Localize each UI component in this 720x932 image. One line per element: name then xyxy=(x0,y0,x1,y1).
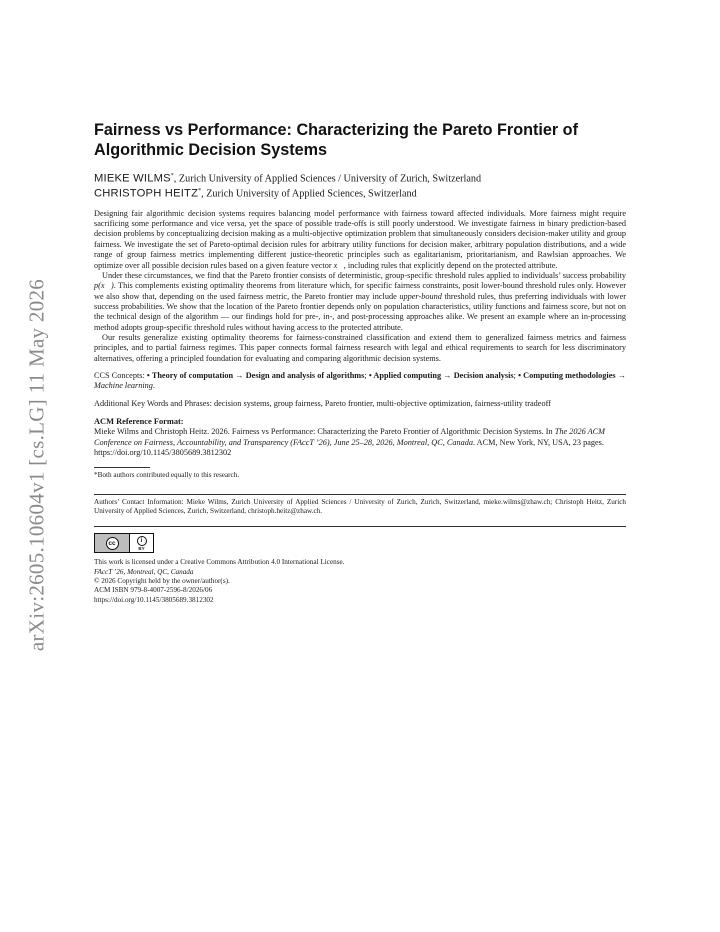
license-block xyxy=(94,558,626,604)
author-1-name: MIEKE WILMS xyxy=(94,172,171,185)
paper-title xyxy=(94,120,626,160)
title-line-1: Fairness vs Performance: Characterizing the Pareto Frontier of xyxy=(94,121,578,139)
isbn-line: ACM ISBN 979-8-4007-2596-8/2026/06 xyxy=(94,586,213,595)
author-2 xyxy=(94,185,626,200)
ccs-concept-1: • Theory of computation xyxy=(146,370,234,380)
abstract-paragraph-2 xyxy=(94,271,626,333)
abstract-paragraph-1 xyxy=(94,209,626,271)
ccs-end: . xyxy=(152,381,155,391)
abstract-p1-end: , including rules that explicitly depend on the protected attribute. xyxy=(343,260,558,270)
acm-reference-doi[interactable]: . ACM, New York, NY, USA, 23 pages. https://doi.org/10.1145/3805689.3812302 xyxy=(94,437,604,457)
acm-reference-text: Mieke Wilms and Christoph Heitz. 2026. Fairness vs Performance: Characterizing the Pareto Frontier of Algorithmic Decision Systems. In xyxy=(94,427,555,437)
ccs-sep-1: ; xyxy=(364,370,369,380)
by-label: BY xyxy=(138,545,145,551)
ccs-arrow-1: → xyxy=(233,370,246,380)
doi-link[interactable]: https://doi.org/10.1145/3805689.3812302 xyxy=(94,595,214,604)
feature-vector-symbol: x⃗ xyxy=(333,260,344,270)
ccs-concept-2: • Applied computing xyxy=(368,370,442,380)
by-section xyxy=(129,534,153,552)
author-1-mark: * xyxy=(170,173,174,179)
author-2-mark: * xyxy=(198,188,202,195)
conference-venue: FAccT ’26, Montreal, QC, Canada xyxy=(94,567,194,576)
author-1 xyxy=(94,170,626,185)
contact-rule xyxy=(94,494,626,495)
ccs-sep-2: ; xyxy=(513,370,519,380)
abstract-p1-text: Designing fair algorithmic decision systems requires balancing model performance with fairness toward affected individuals. More fairness might require sacrificing some performance and vice versa, yet the space of possible trade-offs is still poorly understood. We investigate fairness in binary prediction-based decision problems by conceptualizing decision making as a multi-objective optimization problem that simultaneously considers decision-maker utility and group fairness. We investigate the set of Pareto-optimal decision rules for arbitrary utility functions for decision maker, arbitrary population distributions, and a wide range of group fairness metrics implementing different justice-theoretic principles such as egalitarianism, prioritarianism, and Rawlsian approaches. We optimize over all possible decision rules based on a given feature vector xyxy=(94,208,626,270)
copyright-line: © 2026 Copyright held by the owner/author(s). xyxy=(94,576,230,585)
abstract-paragraph-3: Our results generalize existing optimality theorems for fairness-constrained classification and extend them to generalized fairness metrics and fairness principles, and to partial fairness regimes. This paper connects formal fairness research with legal and ethical requirements to search for less discriminatory alternatives, offering a principled foundation for evaluating and comparing algorithmic decision systems. xyxy=(94,332,626,363)
arxiv-identifier: arXiv:2605.10604v1 [cs.LG] 11 May 2026 xyxy=(24,278,49,652)
author-2-name: CHRISTOPH HEITZ xyxy=(94,187,199,200)
footnote-rule xyxy=(94,467,150,468)
acm-reference xyxy=(94,427,626,458)
cc-icon xyxy=(95,534,129,552)
person-icon: i xyxy=(137,536,147,546)
acm-reference-heading: ACM Reference Format: xyxy=(94,417,184,427)
cc-by-license-badge[interactable] xyxy=(94,533,154,553)
cc-circle-icon: cc xyxy=(106,537,119,550)
success-probability-symbol: p(x⃗) xyxy=(94,281,114,291)
contact-information: Authors’ Contact Information: Mieke Wilms, Zurich University of Applied Sciences / University of Zurich, Zurich, Switzerland, mieke.wilms@zhaw.ch; Christoph Heitz, Zurich University of Applied Sciences, Zurich, Switzerland, christoph.heitz@zhaw.ch. xyxy=(94,498,626,516)
upper-bound-emphasis: upper-bound xyxy=(399,291,442,301)
ccs-label: CCS Concepts: xyxy=(94,370,147,380)
author-1-affiliation: , Zurich University of Applied Sciences / University of Zurich, Switzerland xyxy=(173,173,482,185)
title-line-2: Algorithmic Decision Systems xyxy=(94,141,327,159)
paper-first-page xyxy=(94,120,626,605)
arxiv-sidebar xyxy=(22,250,52,680)
ccs-arrow-2: → xyxy=(441,370,454,380)
ccs-concepts xyxy=(94,371,626,392)
ccs-concept-3: • Computing methodologies xyxy=(518,370,616,380)
license-statement: This work is licensed under a Creative Commons Attribution 4.0 International License. xyxy=(94,558,345,567)
abstract-p2-end: threshold rules, thus preferring individuals with lower success probabilities. We show that the location of the Pareto frontier depends only on population characteristics, utility functions and fairness score, but not on the technical design of the algorithm — our findings hold for pre-, in-, and post-processing approaches alike. We present an example where an in-processing method adopts group-specific threshold rules without having access to the protected attribute. xyxy=(94,291,627,332)
ccs-concept-1-sub: Design and analysis of algorithms xyxy=(245,370,365,380)
abstract-p2-mid: . This complements existing optimality theorems from literature which, for specific fairness constraints, posit lower-bound threshold rules only. However we also show that, depending on the used fairness metric, the Pareto frontier may include xyxy=(94,281,626,301)
license-rule xyxy=(94,526,626,527)
ccs-arrow-3: → xyxy=(615,370,627,380)
abstract-p2-text: Under these circumstances, we find that the Pareto frontier consists of deterministic, group-specific threshold rules applied to individuals’ success probability xyxy=(102,270,626,280)
author-list xyxy=(94,170,626,201)
keywords: Additional Key Words and Phrases: decision systems, group fairness, Pareto frontier, multi-objective optimization, fairness-utility tradeoff xyxy=(94,398,551,408)
author-2-affiliation: , Zurich University of Applied Sciences, Switzerland xyxy=(201,188,417,200)
acm-reference-venue: The 2026 ACM Conference on Fairness, Accountability, and Transparency (FAccT ’26), June 25–28, 2026, Montreal, QC, Canada xyxy=(94,427,606,447)
ccs-concept-3-sub: Machine learning xyxy=(94,381,153,391)
footnote-equal-contribution: *Both authors contributed equally to this research. xyxy=(94,471,240,480)
ccs-concept-2-sub: Decision analysis xyxy=(453,370,514,380)
abstract xyxy=(94,209,626,364)
